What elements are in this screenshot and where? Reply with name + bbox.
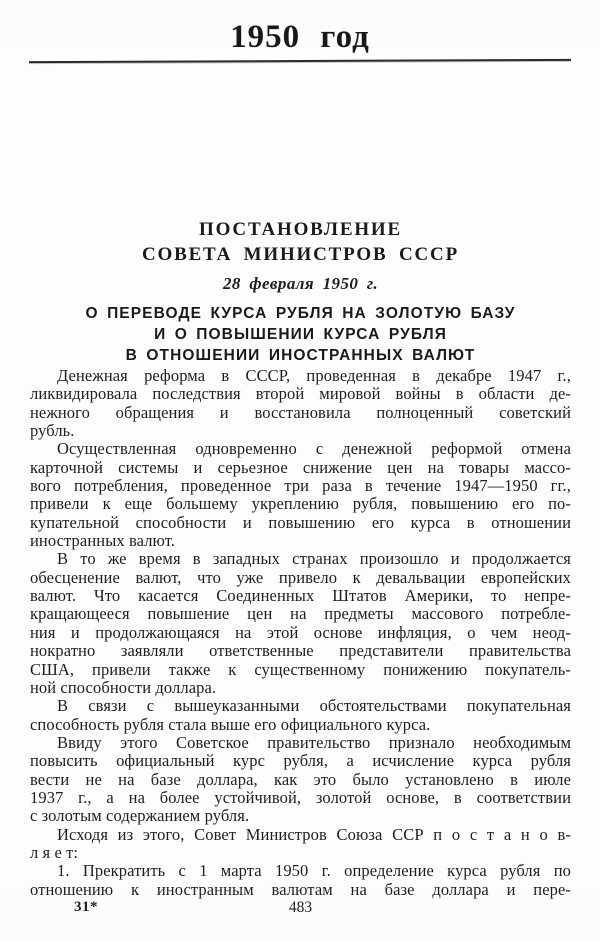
text-line: иностранных валют. bbox=[30, 531, 176, 551]
text-line: вого потребления, проведенное три раза в течение 1947—1950 гг., bbox=[30, 476, 571, 496]
subject-line: И О ПОВЫШЕНИИ КУРСА РУБЛЯ bbox=[154, 326, 447, 343]
document-title-line2: СОВЕТА МИНИСТРОВ СССР bbox=[142, 243, 459, 265]
text-line: способность рубля стала выше его официального курса. bbox=[30, 714, 431, 734]
document-title bbox=[30, 218, 571, 267]
text-line: валют. Что касается Соединенных Штатов Америки, то непре- bbox=[30, 586, 571, 606]
header-rule bbox=[29, 59, 571, 63]
text-line: нократно заявляли ответственные представители правительства bbox=[30, 641, 571, 661]
paragraph bbox=[30, 826, 571, 863]
paragraph bbox=[30, 367, 571, 440]
document-date: 28 февраля 1950 г. bbox=[222, 274, 379, 293]
text-line: США, привели также к существенному понижению покупатель- bbox=[30, 659, 571, 679]
text-line: ной способности доллара. bbox=[30, 677, 217, 697]
text-line: Денежная реформа в СССР, проведенная в декабре 1947 г., bbox=[57, 366, 571, 385]
year-heading: 1950 год bbox=[230, 19, 370, 55]
paragraph bbox=[30, 550, 571, 697]
text-line: привели к еще большему укреплению рубля, повышению его по- bbox=[30, 494, 571, 514]
text-line: купательной способности и повышению его курса в отношении bbox=[30, 512, 571, 532]
text-line: карточной системы и серьезное снижение цен на товары массо- bbox=[30, 457, 571, 477]
document-title-line1: ПОСТАНОВЛЕНИЕ bbox=[199, 219, 402, 240]
paragraph bbox=[30, 697, 571, 734]
text-line: отношению к иностранным валютам на базе доллара и пере- bbox=[30, 879, 571, 899]
paragraph bbox=[30, 734, 571, 826]
text-line: кращающееся повышение цен на предметы массового потребле- bbox=[30, 604, 571, 624]
document-head bbox=[30, 218, 571, 366]
text-line: Осуществленная одновременно с денежной реформой отмена bbox=[57, 439, 571, 459]
text-line: ликвидировала последствия второй мировой войны в области де- bbox=[30, 384, 571, 404]
text-line: обесценение валют, что уже привело к девальвации европейских bbox=[30, 567, 571, 587]
text-line: вести не на базе доллара, как это было установлено в июле bbox=[30, 769, 571, 789]
text-line: В то же время в западных странах произошло и продолжается bbox=[57, 549, 571, 569]
paragraph bbox=[30, 862, 571, 899]
text-line: Исходя из этого, Совет Министров Союза ССР п о с т а н о в- bbox=[57, 824, 571, 844]
text-line: В связи с вышеуказанными обстоятельствами покупательная bbox=[57, 696, 571, 716]
document-body bbox=[30, 367, 571, 899]
subject-line: В ОТНОШЕНИИ ИНОСТРАННЫХ ВАЛЮТ bbox=[125, 347, 476, 364]
paragraph bbox=[30, 440, 571, 550]
text-line: 1. Прекратить с 1 марта 1950 г. определение курса рубля по bbox=[57, 861, 571, 881]
document-subject bbox=[30, 303, 571, 366]
text-line: с золотым содержанием рубля. bbox=[30, 806, 250, 826]
text-line: рубль. bbox=[30, 421, 75, 441]
text-line: 1937 г., а на более устойчивой, золотой основе, в соответствии bbox=[30, 787, 571, 807]
text-line: нежного обращения и восстановила полноценный советский bbox=[30, 402, 571, 422]
text-line: л я е т: bbox=[30, 842, 79, 862]
subject-line: О ПЕРЕВОДЕ КУРСА РУБЛЯ НА ЗОЛОТУЮ БАЗУ bbox=[85, 305, 516, 322]
text-line: повысить официальный курс рубля, а исчисление курса рубля bbox=[30, 751, 571, 771]
signature-mark: 31* bbox=[74, 899, 98, 915]
page-footer bbox=[30, 899, 571, 916]
text-line: ния и продолжающаяся на этой основе инфляция, о чем неод- bbox=[30, 622, 571, 642]
text-line: Ввиду этого Советское правительство признало необходимым bbox=[57, 732, 571, 752]
page-number: 483 bbox=[288, 899, 313, 916]
